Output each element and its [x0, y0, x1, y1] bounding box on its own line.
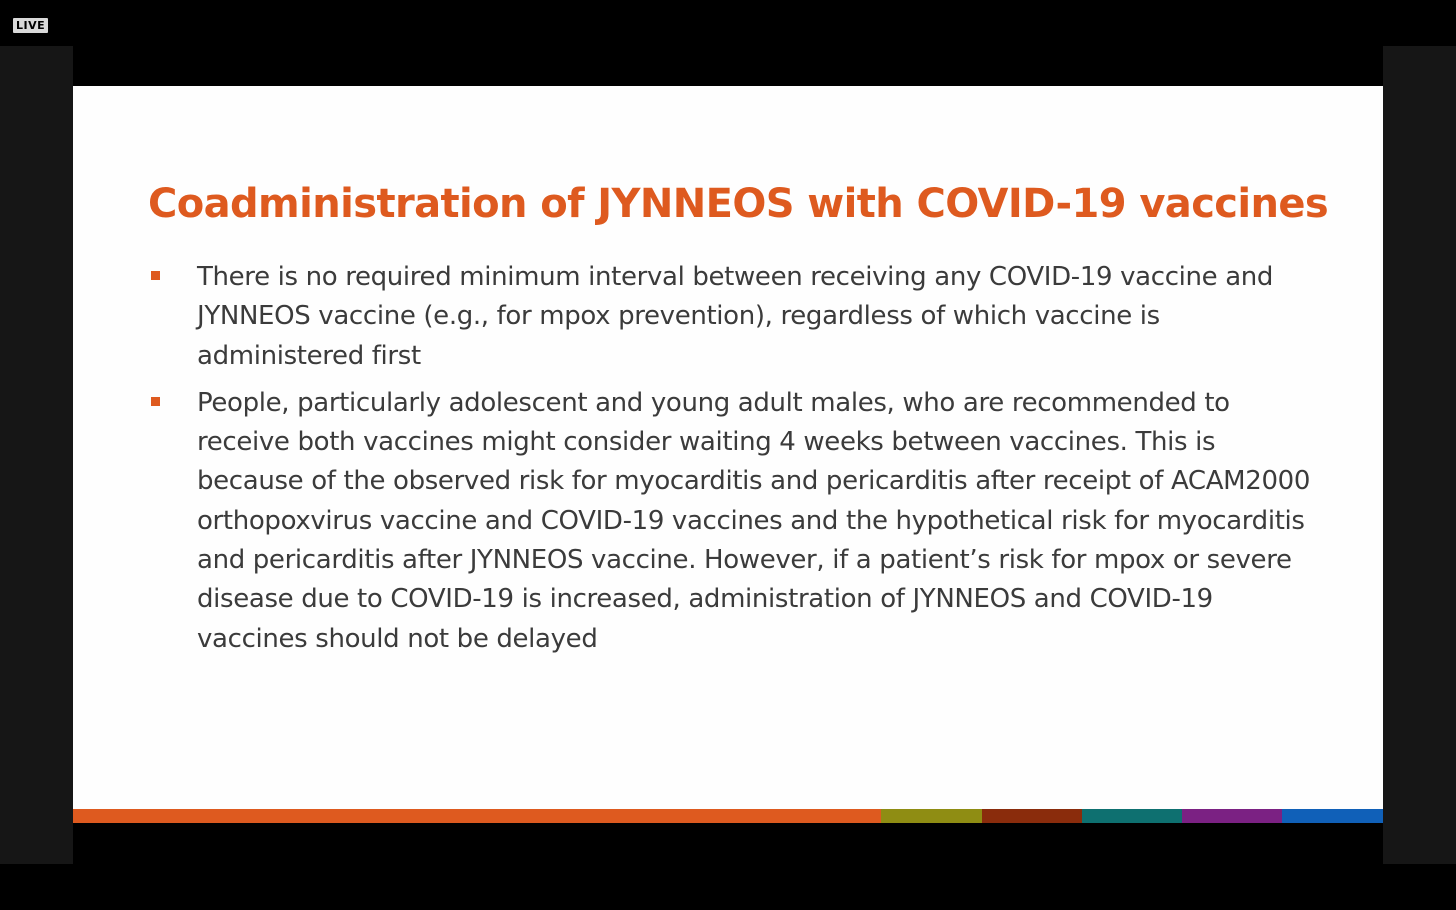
bullet-text: People, particularly adolescent and young adult males, who are recommended to receive both vaccines might consider waiting 4 weeks between vaccines. This is because of the observed risk for myocarditis and pericarditis after receipt of ACAM2000 orthopoxvirus vaccine and COVID-19 vaccines and the hypothetical risk for myocarditis and pericarditis after JYNNEOS vaccine. However, if a patient’s risk for mpox or severe disease due to COVID-19 is increased, administration of JYNNEOS and COVID-19 vaccines should not be delayed	[197, 387, 1311, 654]
left-side-panel	[0, 46, 73, 864]
color-bar-segment-brown	[982, 809, 1082, 823]
color-bar-segment-olive	[881, 809, 982, 823]
color-bar-segment-purple	[1182, 809, 1282, 823]
bullet-item	[151, 258, 1311, 376]
presentation-slide	[73, 86, 1383, 823]
color-bar-segment-teal	[1082, 809, 1182, 823]
bullet-text: There is no required minimum interval between receiving any COVID-19 vaccine and JYNNEOS vaccine (e.g., for mpox prevention), regardless of which vaccine is administered first	[197, 262, 1274, 371]
square-bullet-icon	[151, 397, 160, 406]
bullet-item	[151, 384, 1311, 659]
footer-color-bar	[73, 809, 1383, 823]
live-badge: LIVE	[13, 18, 48, 33]
slide-title: Coadministration of JYNNEOS with COVID-19 vaccines	[148, 181, 1329, 227]
square-bullet-icon	[151, 271, 160, 280]
color-bar-segment-orange	[73, 809, 881, 823]
right-side-panel	[1383, 46, 1456, 864]
color-bar-segment-blue	[1282, 809, 1383, 823]
bullet-list	[151, 258, 1311, 667]
